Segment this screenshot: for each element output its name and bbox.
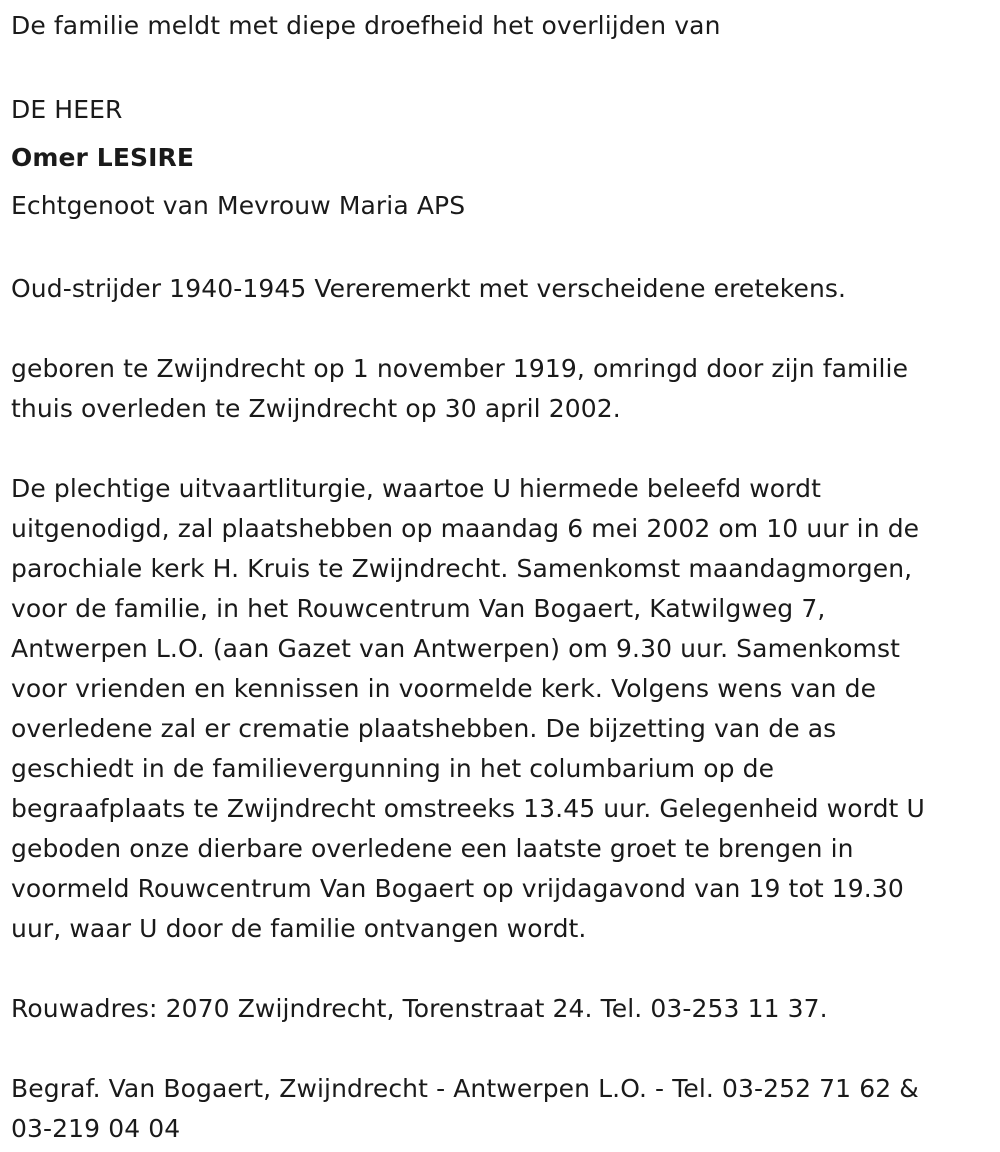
ceremony-line: De plechtige uitvaartliturgie, waartoe U hiermede beleefd wordt bbox=[11, 474, 821, 503]
distinction-line: Oud-strijder 1940-1945 Vereremerkt met verscheidene eretekens. bbox=[11, 274, 847, 303]
undertaker-paragraph bbox=[11, 1069, 986, 1149]
spacer bbox=[11, 46, 986, 86]
honorific-title: DE HEER bbox=[11, 95, 123, 124]
ceremony-line: uitgenodigd, zal plaatshebben op maandag 6 mei 2002 om 10 uur in de bbox=[11, 514, 920, 543]
spouse-line: Echtgenoot van Mevrouw Maria APS bbox=[11, 191, 466, 220]
spacer bbox=[11, 949, 986, 989]
ceremony-line: begraafplaats te Zwijndrecht omstreeks 13.45 uur. Gelegenheid wordt U bbox=[11, 794, 925, 823]
death-notice bbox=[11, 6, 986, 1149]
deceased-name: Omer LESIRE bbox=[11, 143, 195, 172]
ceremony-line: geschiedt in de familievergunning in het columbarium op de bbox=[11, 754, 775, 783]
ceremony-line: voor de familie, in het Rouwcentrum Van Bogaert, Katwilgweg 7, bbox=[11, 594, 826, 623]
life-line: geboren te Zwijndrecht op 1 november 1919, omringd door zijn familie bbox=[11, 354, 909, 383]
spacer bbox=[11, 1029, 986, 1069]
ceremony-line: parochiale kerk H. Kruis te Zwijndrecht. Samenkomst maandagmorgen, bbox=[11, 554, 913, 583]
ceremony-line: overledene zal er crematie plaatshebben. De bijzetting van de as bbox=[11, 714, 837, 743]
undertaker-line: Begraf. Van Bogaert, Zwijndrecht - Antwerpen L.O. - Tel. 03-252 71 62 & bbox=[11, 1074, 919, 1103]
ceremony-line: voor vrienden en kennissen in voormelde kerk. Volgens wens van de bbox=[11, 674, 877, 703]
intro-text: De familie meldt met diepe droefheid het overlijden van bbox=[11, 11, 721, 40]
undertaker-line: 03-219 04 04 bbox=[11, 1114, 181, 1143]
ceremony-paragraph bbox=[11, 469, 986, 949]
ceremony-line: uur, waar U door de familie ontvangen wordt. bbox=[11, 914, 587, 943]
ceremony-line: Antwerpen L.O. (aan Gazet van Antwerpen) om 9.30 uur. Samenkomst bbox=[11, 634, 901, 663]
spacer bbox=[11, 429, 986, 469]
mourning-address: Rouwadres: 2070 Zwijndrecht, Torenstraat 24. Tel. 03-253 11 37. bbox=[11, 994, 828, 1023]
ceremony-line: voormeld Rouwcentrum Van Bogaert op vrijdagavond van 19 tot 19.30 bbox=[11, 874, 904, 903]
life-line: thuis overleden te Zwijndrecht op 30 april 2002. bbox=[11, 394, 621, 423]
spacer bbox=[11, 230, 986, 269]
life-paragraph bbox=[11, 349, 986, 429]
spacer bbox=[11, 309, 986, 349]
ceremony-line: geboden onze dierbare overledene een laatste groet te brengen in bbox=[11, 834, 854, 863]
